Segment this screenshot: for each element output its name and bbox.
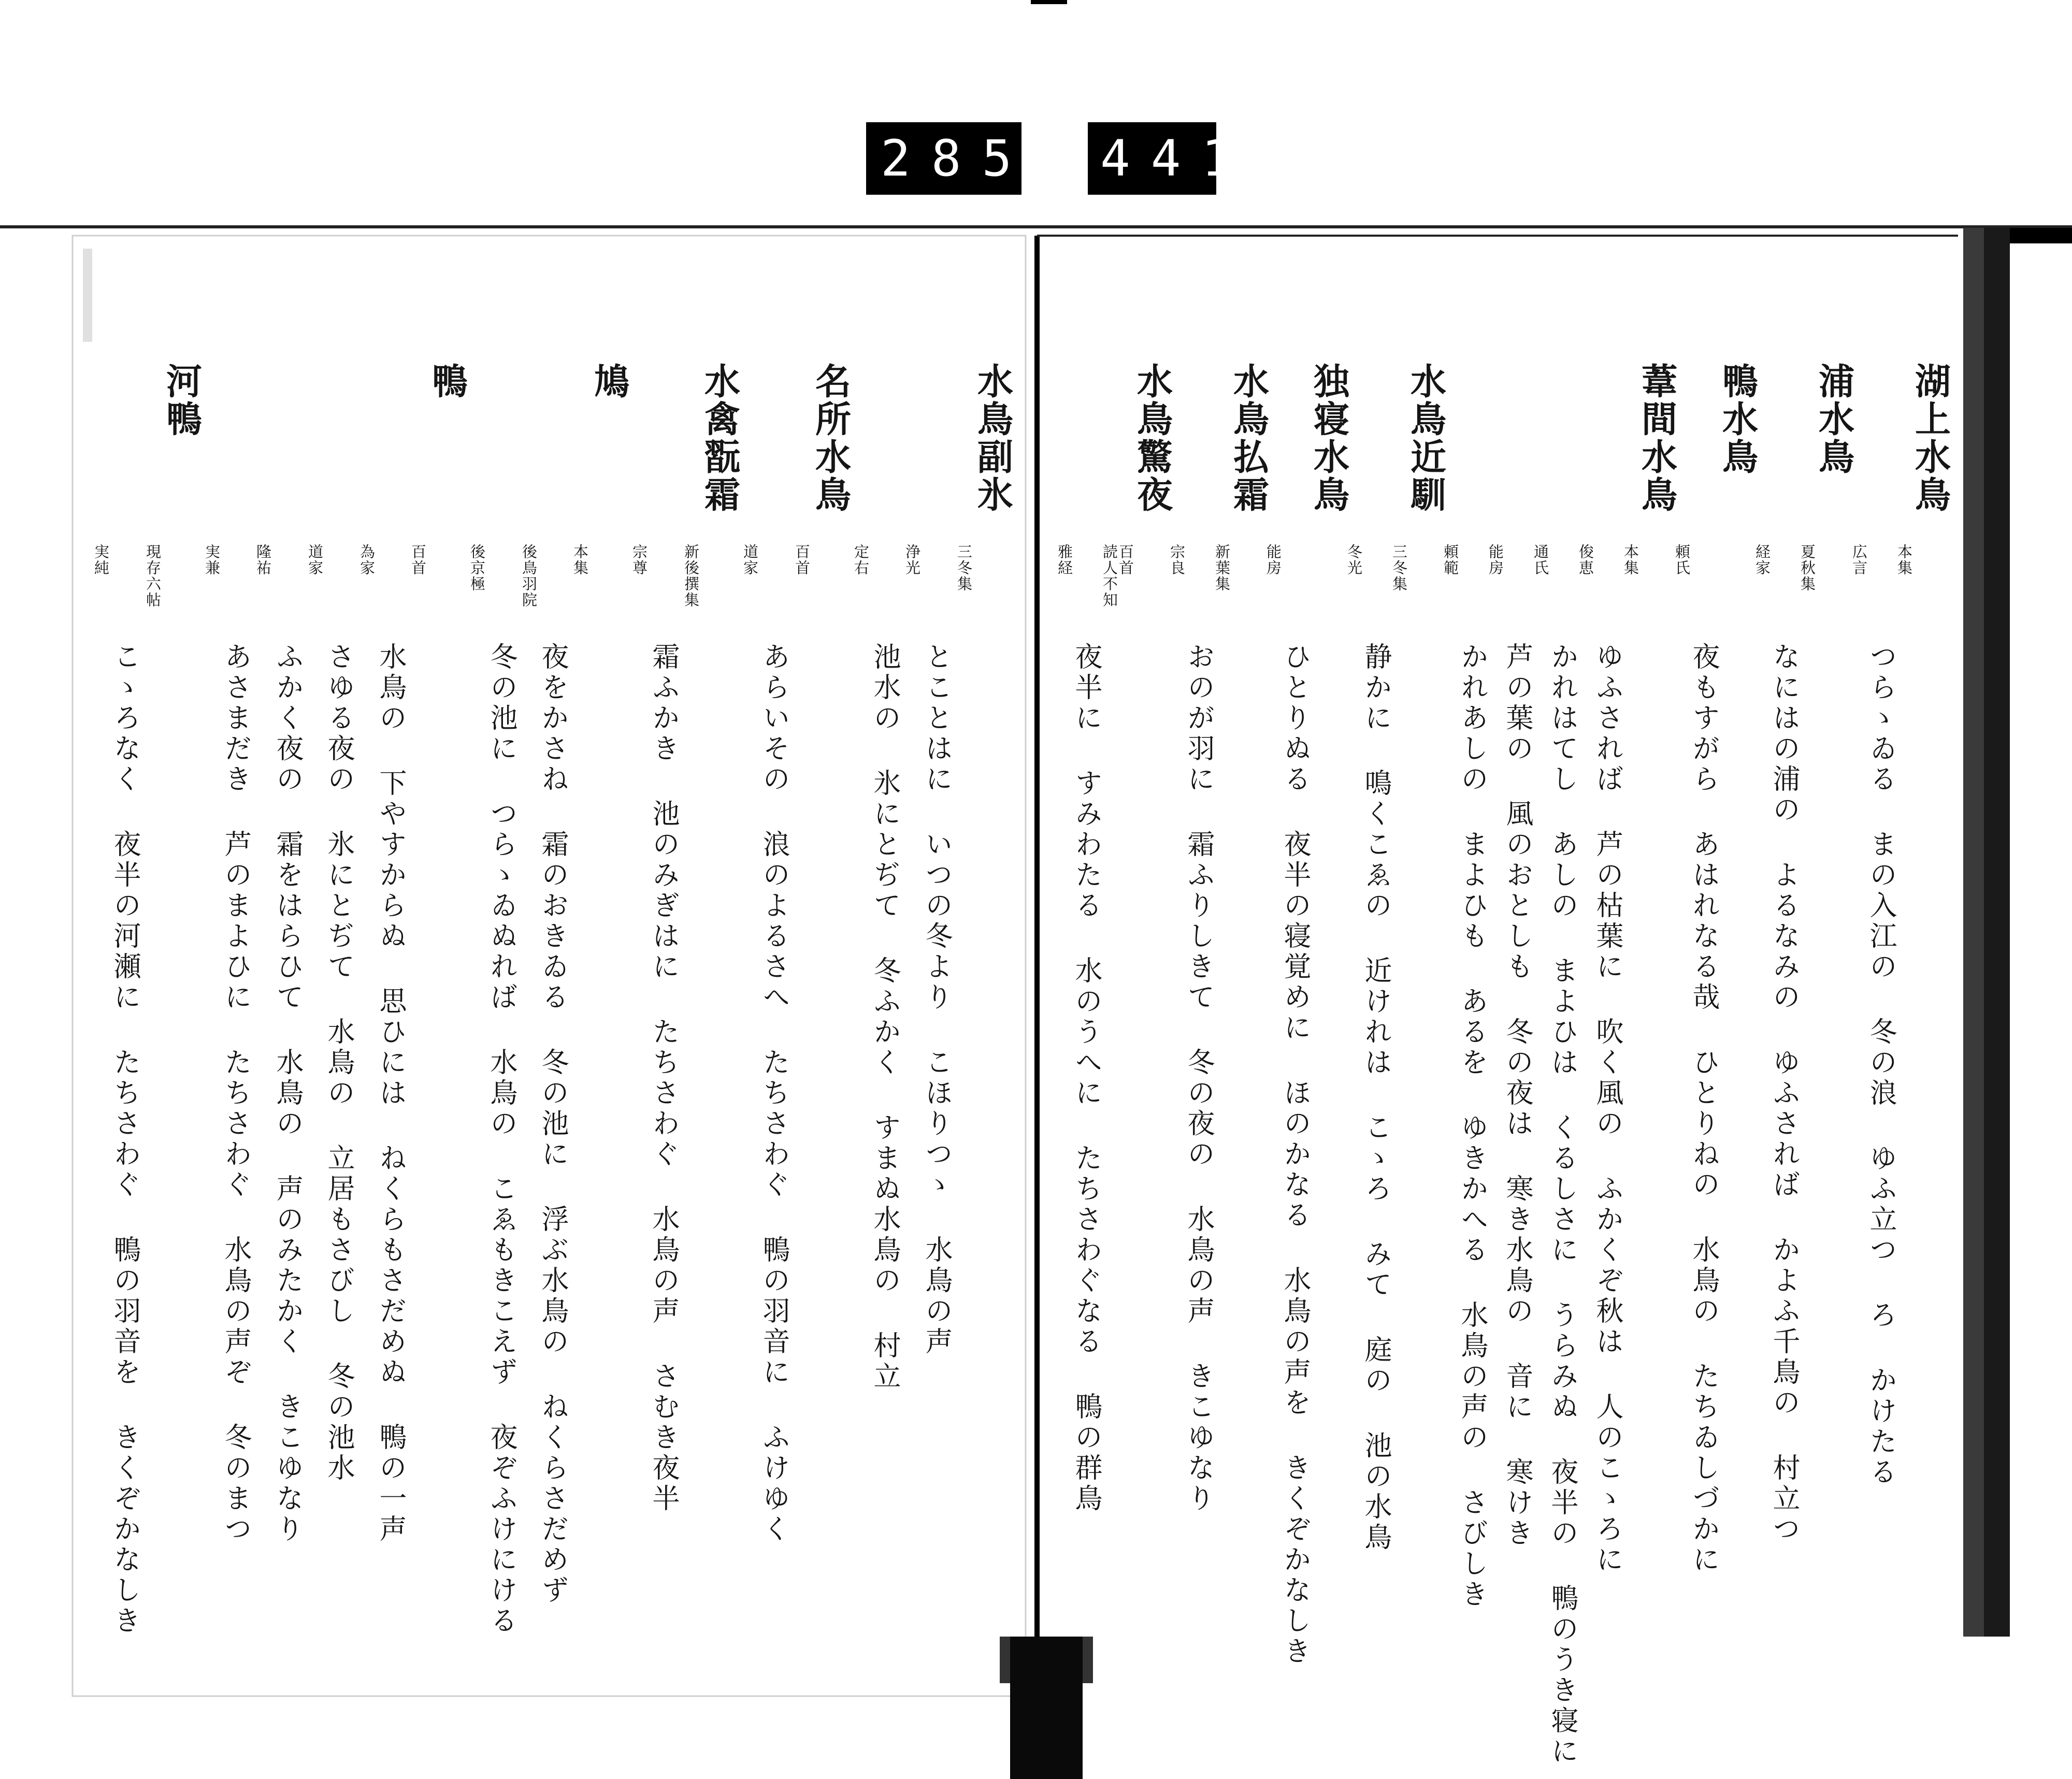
right-page-sub-line: 頼範	[1442, 544, 1459, 576]
left-page-poem-line: 水鳥の 下やすからぬ 思ひには ねくらもさだめぬ 鴨の一声	[375, 642, 407, 1545]
right-page-sub-line: 三冬集	[1390, 544, 1408, 592]
right-page-sub-line: 広言	[1850, 544, 1868, 576]
right-page-sub-line: 夏秋集	[1798, 544, 1816, 592]
right-page-sub-line: 宗良	[1168, 544, 1186, 576]
left-page-title-line: 鴨	[426, 363, 468, 400]
right-page-sub-line: 経家	[1753, 544, 1771, 576]
left-page-sub-line: 百首	[409, 544, 427, 576]
binding-clip	[1010, 1637, 1083, 1779]
right-page-sub-line: 通氏	[1532, 544, 1549, 576]
frame-count: 441	[1088, 122, 1216, 195]
right-page-title-line: 葦間水鳥	[1635, 363, 1677, 514]
right-page-sub-line: 頼氏	[1673, 544, 1691, 576]
left-page-sub-line: 本集	[571, 544, 589, 576]
left-page-sub-line: 宗尊	[630, 544, 648, 576]
left-page-sub-line: 実純	[92, 544, 110, 576]
right-page-poem-line: おのが羽に 霜ふりしきて 冬の夜の 水鳥の声 きこゆなり	[1183, 642, 1215, 1514]
right-page-poem-line: 芦の葉の 風のおとしも 冬の夜は 寒き水鳥の 音に 寒けき	[1502, 642, 1533, 1549]
left-page-poem-line: ふかく夜の 霜をはらひて 水鳥の 声のみたかく きこゆなり	[272, 642, 304, 1545]
right-page-sub-line: 本集	[1622, 544, 1639, 576]
right-page-sub-line: 冬光	[1345, 544, 1363, 576]
right-page-sub-line: 百首	[1117, 544, 1134, 576]
right-page-sub-line: 本集	[1895, 544, 1913, 576]
left-page-poem-line: 冬の池に つらゝゐぬれば 水鳥の こゑもきこえず 夜ぞふけにける	[486, 642, 517, 1637]
left-page-poem-line: さゆる夜の 氷にとぢて 水鳥の 立居もさびし 冬の池水	[323, 642, 355, 1484]
right-page-poem-line: つらゝゐる まの入江の 冬の浪 ゆふ立つ ろ かけたる	[1865, 642, 1897, 1488]
right-page-title-line: 鴨水鳥	[1716, 363, 1758, 476]
right-page-poem-line: ゆふされば 芦の枯葉に 吹く風の ふかくぞ秋は 人のこゝろに	[1592, 642, 1623, 1575]
left-page-poem-line: 霜ふかき 池のみぎはに たちさわぐ 水鳥の声 さむき夜半	[648, 642, 680, 1514]
left-page-sub-line: 定右	[852, 544, 870, 576]
right-page-poem-line: かれあしの まよひも あるを ゆきかへる 水鳥の声の さびしき	[1457, 642, 1488, 1610]
right-page-poem-line: ひとりぬる 夜半の寝覚めに ほのかなる 水鳥の声を きくぞかなしき	[1279, 642, 1311, 1667]
right-page-poem-line: 夜半に すみわたる 水のうへに たちさわぐなる 鴨の群鳥	[1071, 642, 1102, 1514]
left-page-sub-line: 三冬集	[955, 544, 973, 592]
right-page-poem-line: なにはの浦の よるなみの ゆふされば かよふ千鳥の 村立つ	[1768, 642, 1800, 1545]
left-page-poem-line: とことはに いつの冬より こほりつゝ 水鳥の声	[921, 642, 953, 1357]
left-page-poem-line: あさまだき 芦のまよひに たちさわぐ 水鳥の声ぞ 冬のまつ	[220, 642, 252, 1545]
left-page-title-line: 名所水鳥	[809, 363, 851, 514]
right-page-sub-line: 読人不知	[1101, 544, 1118, 608]
right-page-sub-line: 能房	[1264, 544, 1282, 576]
left-page-sub-line: 実兼	[203, 544, 221, 576]
left-page-poem-line: 夜をかさね 霜のおきゐる 冬の池に 浮ぶ水鳥の ねくらさだめず	[537, 642, 569, 1606]
right-page-title-line: 湖上水鳥	[1909, 363, 1951, 514]
left-page-poem-line: こゝろなく 夜半の河瀬に たちさわぐ 鴨の羽音を きくぞかなしき	[109, 642, 141, 1637]
left-page-sub-line: 隆祐	[254, 544, 272, 576]
right-page-poem-line: 静かに 鳴くこゑの 近けれは こゝろ みて 庭の 池の水鳥	[1360, 642, 1392, 1553]
left-page-sub-line: 新後撰集	[682, 544, 700, 608]
left-page-title-line: 水禽翫霜	[698, 363, 740, 514]
right-page-poem-line: 夜もすがら あはれなる哉 ひとりねの 水鳥の たちゐしづかに	[1688, 642, 1720, 1575]
left-page-poem-line: 池水の 氷にとぢて 冬ふかく すまぬ水鳥の 村立	[869, 642, 901, 1392]
left-page-sub-line: 為家	[358, 544, 376, 576]
right-page-sub-line: 雅経	[1056, 544, 1073, 576]
right-page-title-line: 水鳥払霜	[1227, 363, 1269, 514]
left-page-poem-line: あらいその 浪のよるさへ たちさわぐ 鴨の羽音に ふけゆく	[758, 642, 790, 1545]
right-page-title-line: 浦水鳥	[1812, 363, 1854, 476]
right-page-title-line: 独寝水鳥	[1307, 363, 1349, 514]
left-page-sub-line: 後京極	[468, 544, 486, 592]
right-page-poem-line: かれはてし あしの まよひは くるしさに うらみぬ 夜半の 鴨のうき寝に	[1547, 642, 1578, 1767]
left-page-sub-line: 道家	[741, 544, 759, 576]
left-page-title-line: 河鴨	[160, 363, 202, 438]
right-page-title-line: 水鳥驚夜	[1131, 363, 1173, 514]
right-page-sub-line: 能房	[1487, 544, 1504, 576]
left-page-sub-line: 百首	[793, 544, 811, 576]
left-page-sub-line: 後鳥羽院	[520, 544, 538, 608]
right-page-sub-line: 俊恵	[1577, 544, 1594, 576]
left-page-title-line: 鳩	[588, 363, 630, 400]
left-page-sub-line: 浄光	[903, 544, 921, 576]
right-page-sub-line: 新葉集	[1213, 544, 1231, 592]
frame-number: 285	[866, 122, 1021, 195]
left-page-sub-line: 道家	[306, 544, 324, 576]
left-page-title-line: 水鳥副氷	[971, 363, 1013, 514]
right-page-title-line: 水鳥近馴	[1404, 363, 1446, 514]
left-page-sub-line: 現存六帖	[144, 544, 162, 608]
